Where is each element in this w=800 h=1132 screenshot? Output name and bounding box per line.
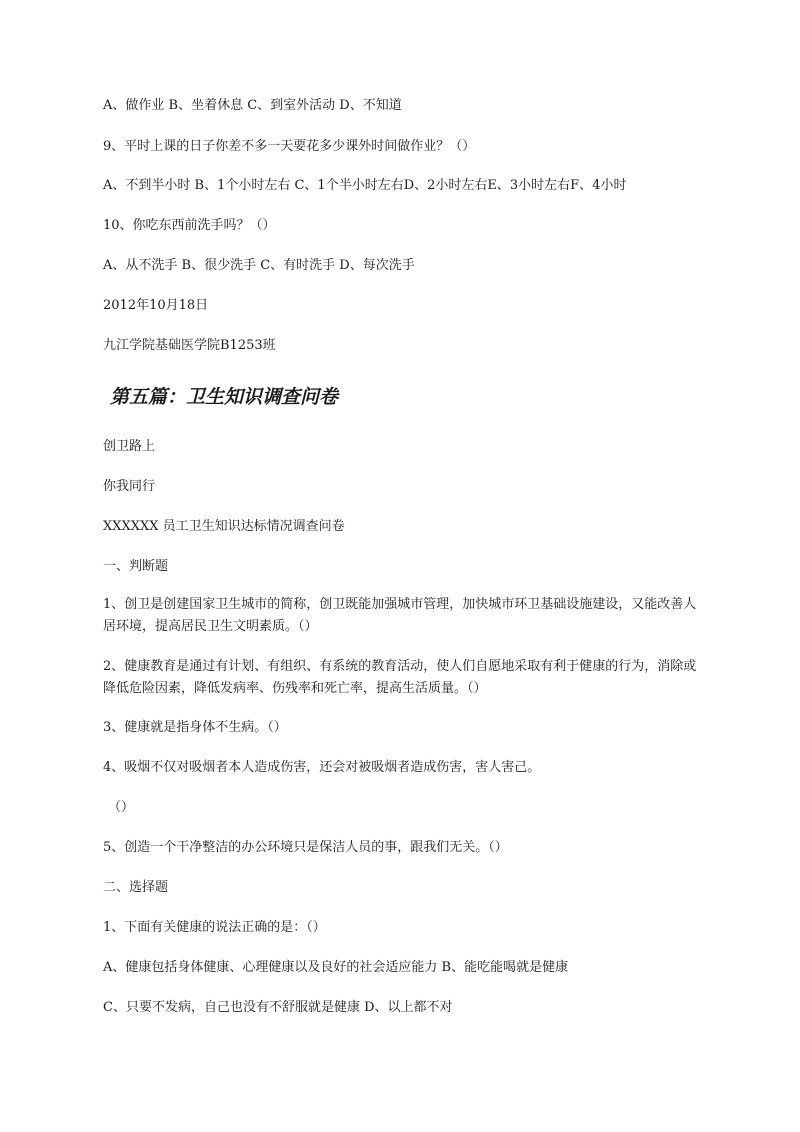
survey-title: XXXXXX 员工卫生知识达标情况调查问卷 [103, 519, 345, 534]
judgment-question-5: 5、创造一个干净整洁的办公环境只是保洁人员的事，跟我们无关。（） [103, 840, 508, 855]
choice-question-1-options-ab: A、健康包括身体健康、心理健康以及良好的社会适应能力 B、能吃能喝就是健康 [103, 960, 569, 975]
question-9: 9、平时上课的日子你差不多一天要花多少课外时间做作业？（） [103, 139, 476, 154]
institution-line: 九江学院基础医学院B1253班 [103, 338, 276, 353]
answer-options-9: A、不到半小时 B、1个小时左右 C、1个半小时左右D、2小时左右E、3小时左右F、4小时 [103, 178, 627, 193]
slogan-line-2: 你我同行 [103, 479, 156, 494]
date-line: 2012年10月18日 [103, 298, 209, 313]
part-1-heading: 一、判断题 [103, 559, 169, 574]
judgment-question-1: 1、创卫是创建国家卫生城市的简称，创卫既能加强城市管理，加快城市环卫基础设施建设，又能改善人居环境，提高居民卫生文明素质。（） [103, 597, 697, 634]
answer-options-8: A、做作业 B、坐着休息 C、到室外活动 D、不知道 [103, 98, 402, 113]
question-10: 10、你吃东西前洗手吗？（） [103, 218, 276, 233]
judgment-question-4-blank: （） [108, 800, 135, 815]
part-2-heading: 二、选择题 [103, 880, 169, 895]
section-heading: 第五篇：卫生知识调查问卷 [110, 386, 339, 408]
slogan-line-1: 创卫路上 [103, 439, 156, 454]
answer-options-10: A、从不洗手 B、很少洗手 C、有时洗手 D、每次洗手 [103, 258, 415, 273]
judgment-question-2: 2、健康教育是通过有计划、有组织、有系统的教育活动，使人们自愿地采取有利于健康的行为，消除或降低危险因素，降低发病率、伤残率和死亡率，提高生活质量。（） [103, 659, 697, 696]
choice-question-1-options-cd: C、只要不发病，自己也没有不舒服就是健康 D、以上都不对 [103, 1000, 453, 1015]
judgment-question-3: 3、健康就是指身体不生病。（） [103, 720, 287, 735]
choice-question-1: 1、下面有关健康的说法正确的是：（） [103, 920, 326, 935]
judgment-question-4: 4、吸烟不仅对吸烟者本人造成伤害，还会对被吸烟者造成伤害，害人害己。 [103, 760, 541, 775]
